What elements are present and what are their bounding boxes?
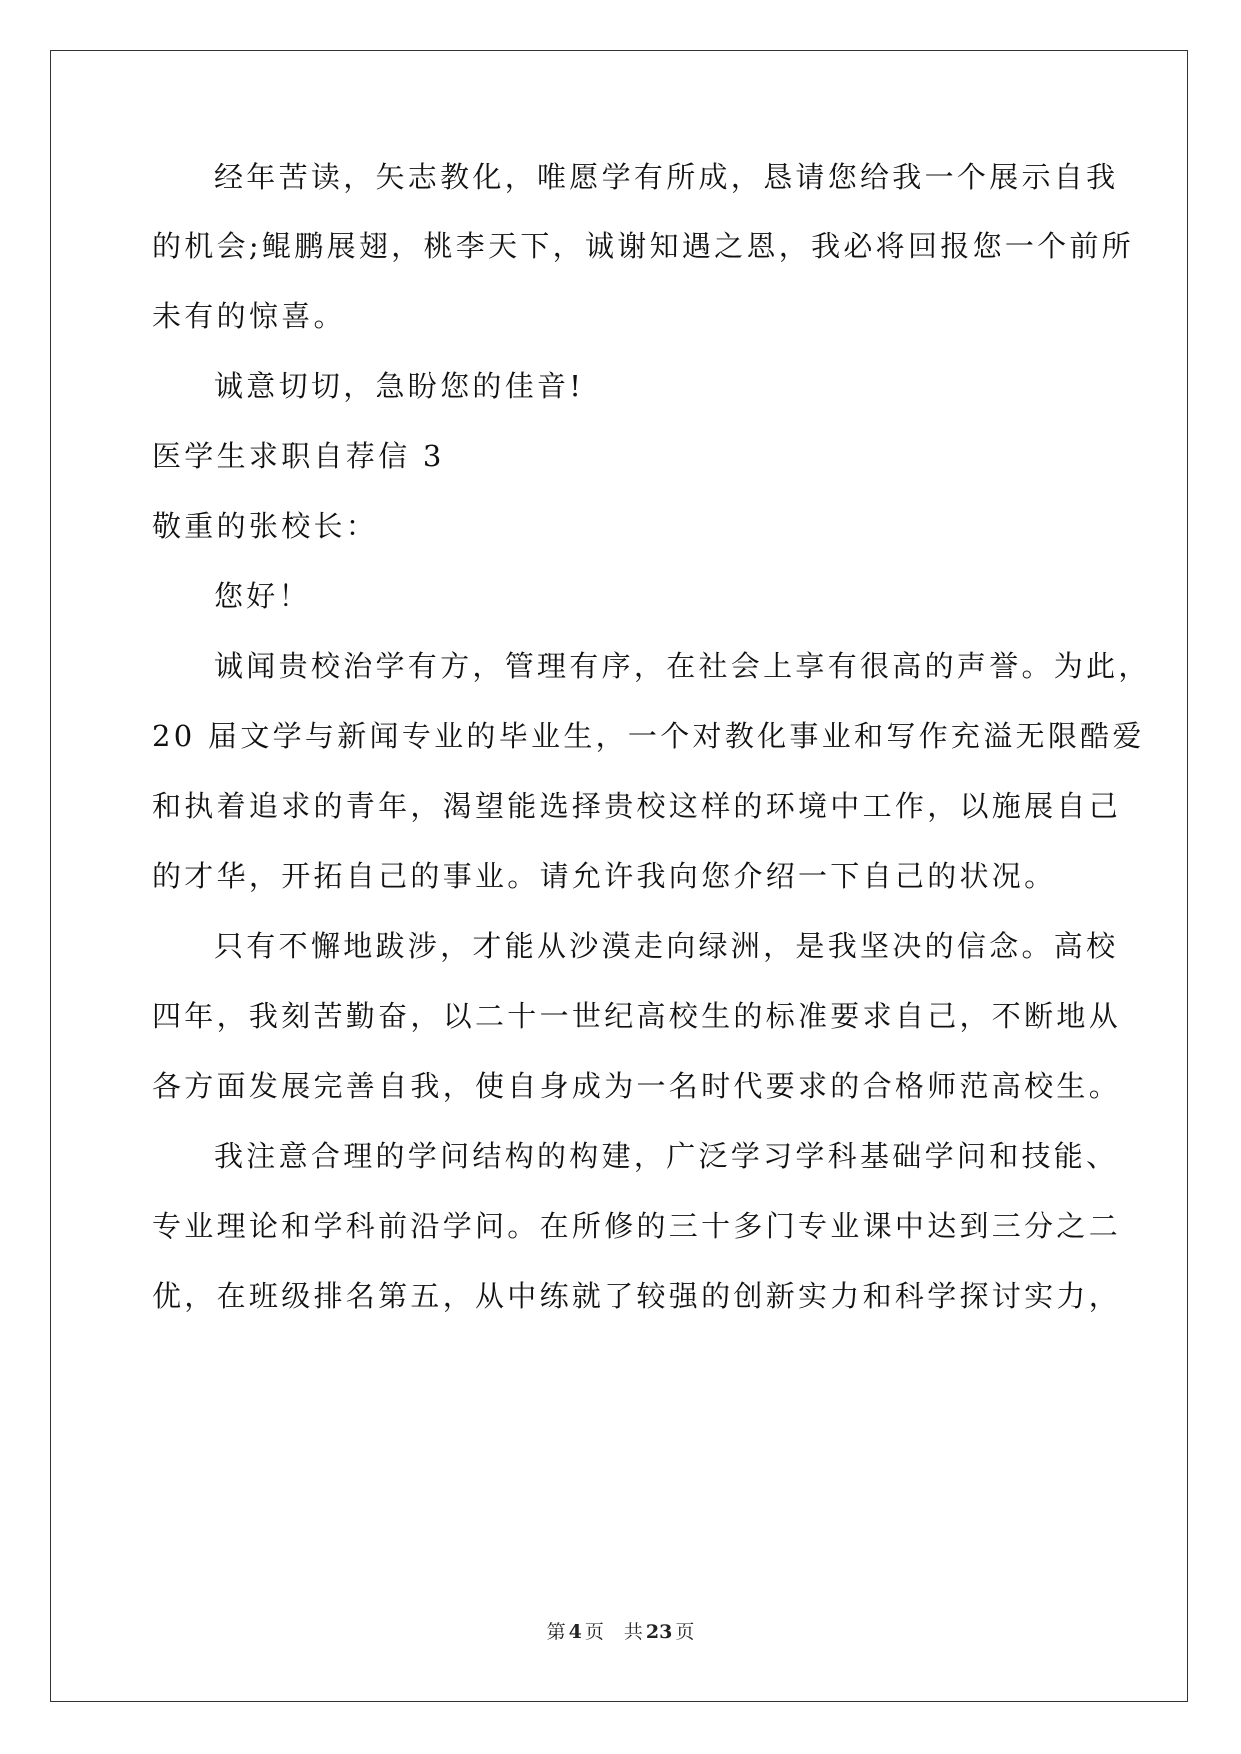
greeting: 您好！	[214, 579, 311, 613]
total-label-prefix: 共	[623, 1621, 643, 1643]
paragraph-line: 四年，我刻苦勤奋，以二十一世纪高校生的标准要求自己，不断地从	[152, 999, 1122, 1033]
paragraph-line: 专业理论和学科前沿学问。在所修的三十多门专业课中达到三分之二	[152, 1209, 1122, 1243]
page-footer	[0, 1620, 1241, 1644]
paragraph-line: 各方面发展完善自我，使自身成为一名时代要求的合格师范高校生。	[152, 1069, 1122, 1103]
total-label-suffix: 页	[675, 1621, 695, 1643]
total-pages-number: 23	[645, 1621, 673, 1643]
paragraph-line: 未有的惊喜。	[152, 299, 346, 333]
paragraph-line: 诚闻贵校治学有方，管理有序，在社会上享有很高的声誉。为此，	[214, 649, 1151, 683]
paragraph-line: 优，在班级排名第五，从中练就了较强的创新实力和科学探讨实力，	[152, 1279, 1122, 1313]
page-label-prefix: 第	[546, 1621, 566, 1643]
paragraph-line: 和执着追求的青年，渴望能选择贵校这样的环境中工作，以施展自己	[152, 789, 1122, 823]
current-page-number: 4	[568, 1621, 582, 1643]
page-label-suffix: 页	[584, 1621, 604, 1643]
paragraph-line: 20 届文学与新闻专业的毕业生，一个对教化事业和写作充溢无限酷爱	[152, 719, 1145, 753]
paragraph-line: 的机会;鲲鹏展翅，桃李天下，诚谢知遇之恩，我必将回报您一个前所	[152, 229, 1135, 263]
paragraph-line: 诚意切切，急盼您的佳音!	[214, 369, 585, 403]
paragraph-line: 只有不懈地跋涉，才能从沙漠走向绿洲，是我坚决的信念。高校	[214, 929, 1119, 963]
salutation: 敬重的张校长：	[152, 509, 379, 543]
section-heading: 医学生求职自荐信 3	[152, 439, 445, 473]
paragraph-line: 的才华，开拓自己的事业。请允许我向您介绍一下自己的状况。	[152, 859, 1057, 893]
paragraph-line: 经年苦读，矢志教化，唯愿学有所成，恳请您给我一个展示自我	[214, 160, 1119, 194]
paragraph-line: 我注意合理的学问结构的构建，广泛学习学科基础学问和技能、	[214, 1139, 1119, 1173]
